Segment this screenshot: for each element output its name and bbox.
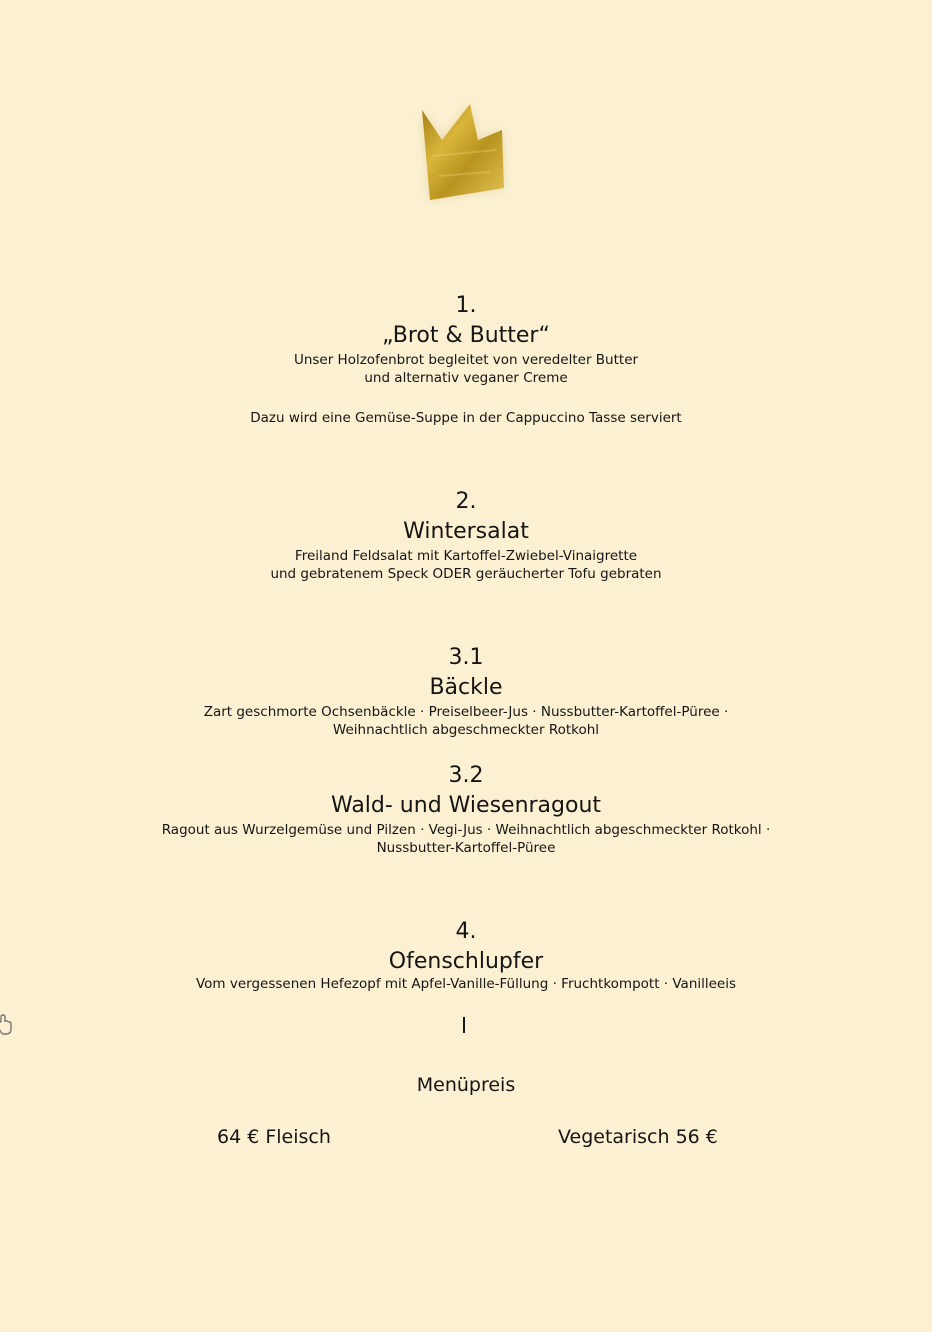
course-number: 1. <box>455 293 477 318</box>
course-number: 4. <box>455 919 477 944</box>
course-title: Ofenschlupfer <box>388 949 544 974</box>
course-note: Dazu wird eine Gemüse-Suppe in der Cappuccino Tasse serviert <box>250 410 682 426</box>
course-description: und alternativ veganer Creme <box>364 370 568 386</box>
crown-icon <box>408 96 520 214</box>
course-description: Unser Holzofenbrot begleitet von veredelter Butter <box>293 352 639 368</box>
course-number: 2. <box>455 489 477 514</box>
divider <box>463 1017 465 1033</box>
menu-price-label: Menüpreis <box>416 1074 516 1096</box>
price-meat: 64 € Fleisch <box>217 1126 331 1148</box>
course-title: Wintersalat <box>403 519 529 544</box>
course-description: Freiland Feldsalat mit Kartoffel-Zwiebel-Vinaigrette <box>294 548 638 564</box>
course-description: Ragout aus Wurzelgemüse und Pilzen · Vegi-Jus · Weihnachtlich abgeschmeckter Rotkohl · <box>161 822 771 838</box>
course-title: „Brot & Butter“ <box>382 323 550 348</box>
course-title: Wald- und Wiesenragout <box>330 793 602 818</box>
course-description: Vom vergessenen Hefezopf mit Apfel-Vanille-Füllung · Fruchtkompott · Vanilleeis <box>195 976 737 992</box>
course-description: und gebratenem Speck ODER geräucherter Tofu gebraten <box>270 566 662 582</box>
price-vegetarian: Vegetarisch 56 € <box>558 1126 718 1148</box>
course-description: Weihnachtlich abgeschmeckter Rotkohl <box>332 722 600 738</box>
course-number: 3.1 <box>448 645 484 670</box>
course-number: 3.2 <box>448 763 484 788</box>
course-description: Zart geschmorte Ochsenbäckle · Preiselbeer-Jus · Nussbutter-Kartoffel-Püree · <box>203 704 729 720</box>
course-title: Bäckle <box>429 675 503 700</box>
course-description: Nussbutter-Kartoffel-Püree <box>376 840 556 856</box>
hand-cursor-icon <box>0 1014 14 1036</box>
